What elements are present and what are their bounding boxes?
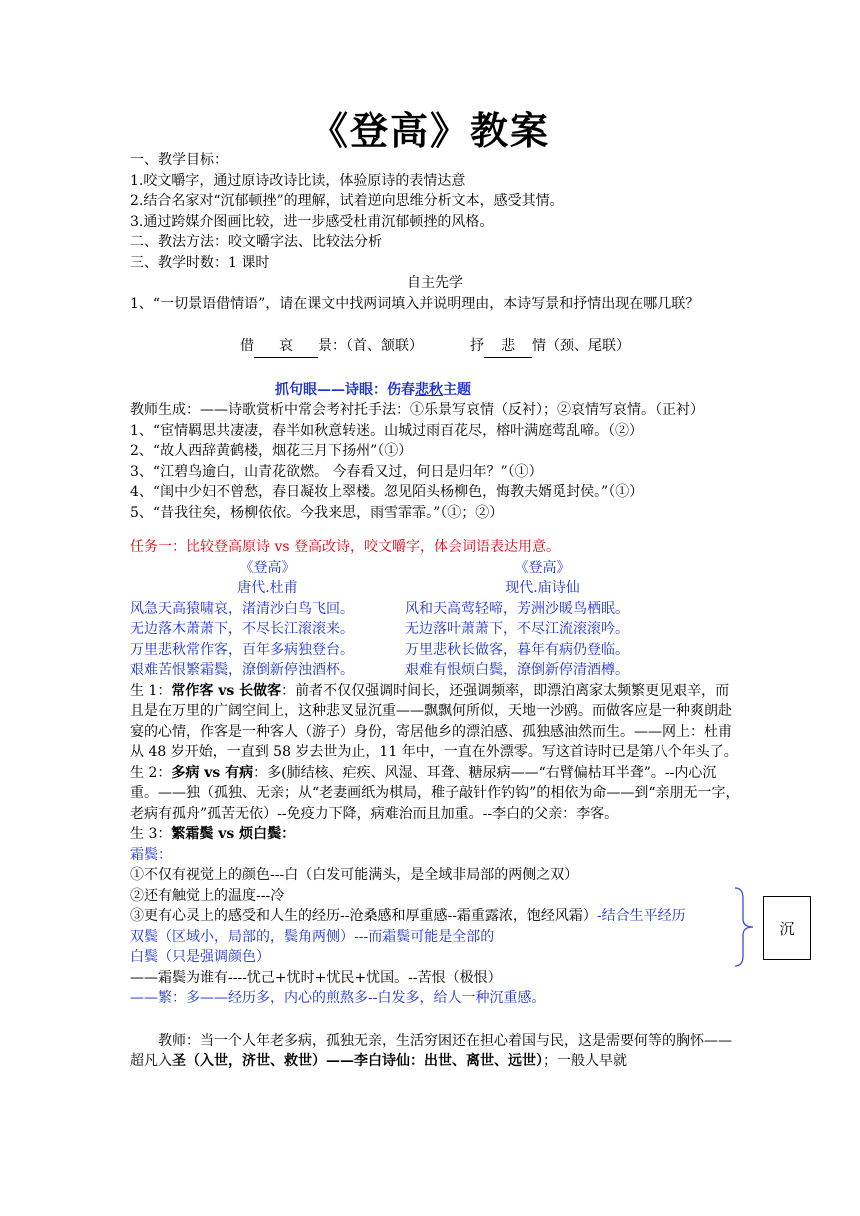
example-line: 1、“宦情羁思共凄凄，春半如秋意转迷。山城过雨百花尽，榕叶满庭莺乱啼。（②） — [130, 422, 644, 439]
frost-point: ②还有触觉上的温度---冷 — [130, 887, 285, 904]
student-2-answer: 生 2：多病 vs 有病：多(肺结核、疟疾、风湿、耳聋、糖尿病——“右臂偏枯耳半聋”。--内心沉重。——独（孤独、无亲；从“老妻画纸为棋局，稚子敲针作钓钩”的相依为命——到“亲朋无一字，老病有孤舟”孤苦无依）--免疫力下降，病难治而且加重。--李白的父亲：李客。 — [130, 764, 740, 822]
frost-point: ①不仅有视觉上的颜色---白（白发可能满头，是全域非局部的两侧之双） — [130, 867, 579, 883]
task1-heading: 任务一：比较登高原诗 vs 登高改诗，咬文嚼字，体会词语表达用意。 — [130, 539, 560, 555]
poem-title: 《登高》 — [514, 559, 571, 576]
poem-comparison — [130, 558, 740, 681]
example-line: 3、“江碧鸟逾白，山青花欲燃。 今春看又过，何日是归年？”（①） — [130, 463, 543, 480]
fill-in-line: 借 哀 景：（首、颔联） 抒 悲 情（颈、尾联） — [130, 336, 740, 358]
frost-heading: 霜鬓： — [130, 846, 172, 863]
teacher-note: 教师生成：——诗歌赏析中常会考衬托手法：①乐景写哀情（反衬）；②哀情写哀情。（正衬） — [130, 402, 704, 418]
self-study-heading: 自主先学 — [407, 275, 463, 291]
poem-line: 风和天高莺轻啼，芳洲沙暖鸟栖眠。 — [405, 600, 629, 617]
objective-item: 2.结合名家对“沉郁顿挫”的理解，试着逆向思维分析文本，感受其情。 — [130, 193, 564, 209]
objective-item: 3.通过跨媒介图画比较，进一步感受杜甫沉郁顿挫的风格。 — [130, 213, 494, 230]
page-title: 《登高》教案 — [309, 108, 550, 153]
question-1: 1、“一切景语借情语”，请在课文中找两词填入并说明理由，本诗写景和抒情出现在哪几联？ — [130, 295, 700, 312]
example-line: 4、“闺中少妇不曾愁，春日凝妆上翠楼。忽见陌头杨柳色，悔教夫婿觅封侯。”（①） — [130, 484, 644, 500]
frost-point: ③更有心灵上的感受和人生的经历--沧桑感和厚重感--霜重露浓，饱经风霜）-结合生平经历 — [130, 908, 686, 924]
poem-line: 无边落叶萧萧下，不尽江流滚滚吟。 — [405, 621, 629, 637]
teacher-final-paragraph: 教师：当一个人年老多病，孤独无亲，生活穷困还在担心着国与民，这是需要何等的胸怀——超凡入圣（入世，济世、救世）——李白诗仙：出世、离世、远世）；一般人早就 — [130, 1032, 732, 1069]
objective-item: 1.咬文嚼字，通过原诗改诗比读，体验原诗的表情达意 — [130, 172, 466, 189]
method-line: 二、教法方法：咬文嚼字法、比较法分析 — [130, 234, 382, 250]
right-brace-icon — [733, 886, 755, 968]
poem-eye-line: 抓句眼——诗眼：伤春悲秋主题 — [275, 381, 471, 398]
poem-line: 艰难有恨烦白鬓，潦倒新停清酒樽。 — [405, 662, 629, 678]
time-line: 三、教学时数：1 课时 — [130, 254, 270, 271]
white-temple-note: 白鬓（只是强调颜色） — [130, 949, 270, 965]
side-note-box: 沉 — [763, 896, 811, 960]
double-temple-note: 双鬓（区域小，局部的，鬓角两侧）---而霜鬓可能是全部的 — [130, 928, 495, 945]
revised-poem — [405, 558, 680, 681]
poem-title: 《登高》 — [239, 559, 296, 576]
fan-note: ——繁：多——经历多，内心的煎熬多--白发多，给人一种沉重感。 — [130, 990, 546, 1006]
student-1-answer: 生 1：常作客 vs 长做客：前者不仅仅强调时间长，还强调频率，即漂泊离家太频繁更见艰辛，而且是在万里的广阔空间上，这种悲叉显沉重——飘飘何所似，天地一沙鸥。而做客应是一种爽朗赴宴的心情，作客是一种客人（游子）身份，寄居他乡的漂泊感、孤独感油然而生。——网上：杜甫从 48 岁开始，一直到 58 岁去世为止，11 年中，一直在外漂零。写这首诗时已是第八个年头了。 — [130, 682, 738, 760]
objectives-heading: 一、教学目标： — [130, 152, 228, 168]
poem-line: 风急天高猿啸哀，渚清沙白鸟飞回。 — [130, 600, 354, 617]
example-line: 5、“昔我往矣，杨柳依依。今我来思，雨雪霏霏。”（①；②） — [130, 504, 504, 521]
student-3-answer: 生 3：繁霜鬓 vs 烦白鬓： — [130, 826, 296, 842]
poem-author: 现代.庙诗仙 — [505, 580, 580, 596]
poem-line: 无边落木萧萧下，不尽长江滚滚来。 — [130, 621, 354, 637]
example-line: 2、“故人西辞黄鹤楼，烟花三月下扬州”（①） — [130, 443, 413, 459]
poem-line: 艰难苦恨繁霜鬓，潦倒新停浊酒杯。 — [130, 662, 354, 678]
fill-blank-shu: 悲 — [484, 336, 532, 358]
poem-line: 万里悲秋常作客，百年多病独登台。 — [130, 641, 354, 658]
poem-author: 唐代.杜甫 — [237, 580, 298, 596]
frost-for-whom: ——霜鬓为谁有----忧己+忧时+忧民+忧国。--苦恨（极恨） — [130, 969, 502, 986]
original-poem — [130, 558, 405, 681]
document-body — [130, 150, 740, 1072]
fill-blank-jie: 哀 — [254, 336, 318, 358]
poem-line: 万里悲秋长做客，暮年有病仍登临。 — [405, 641, 629, 658]
